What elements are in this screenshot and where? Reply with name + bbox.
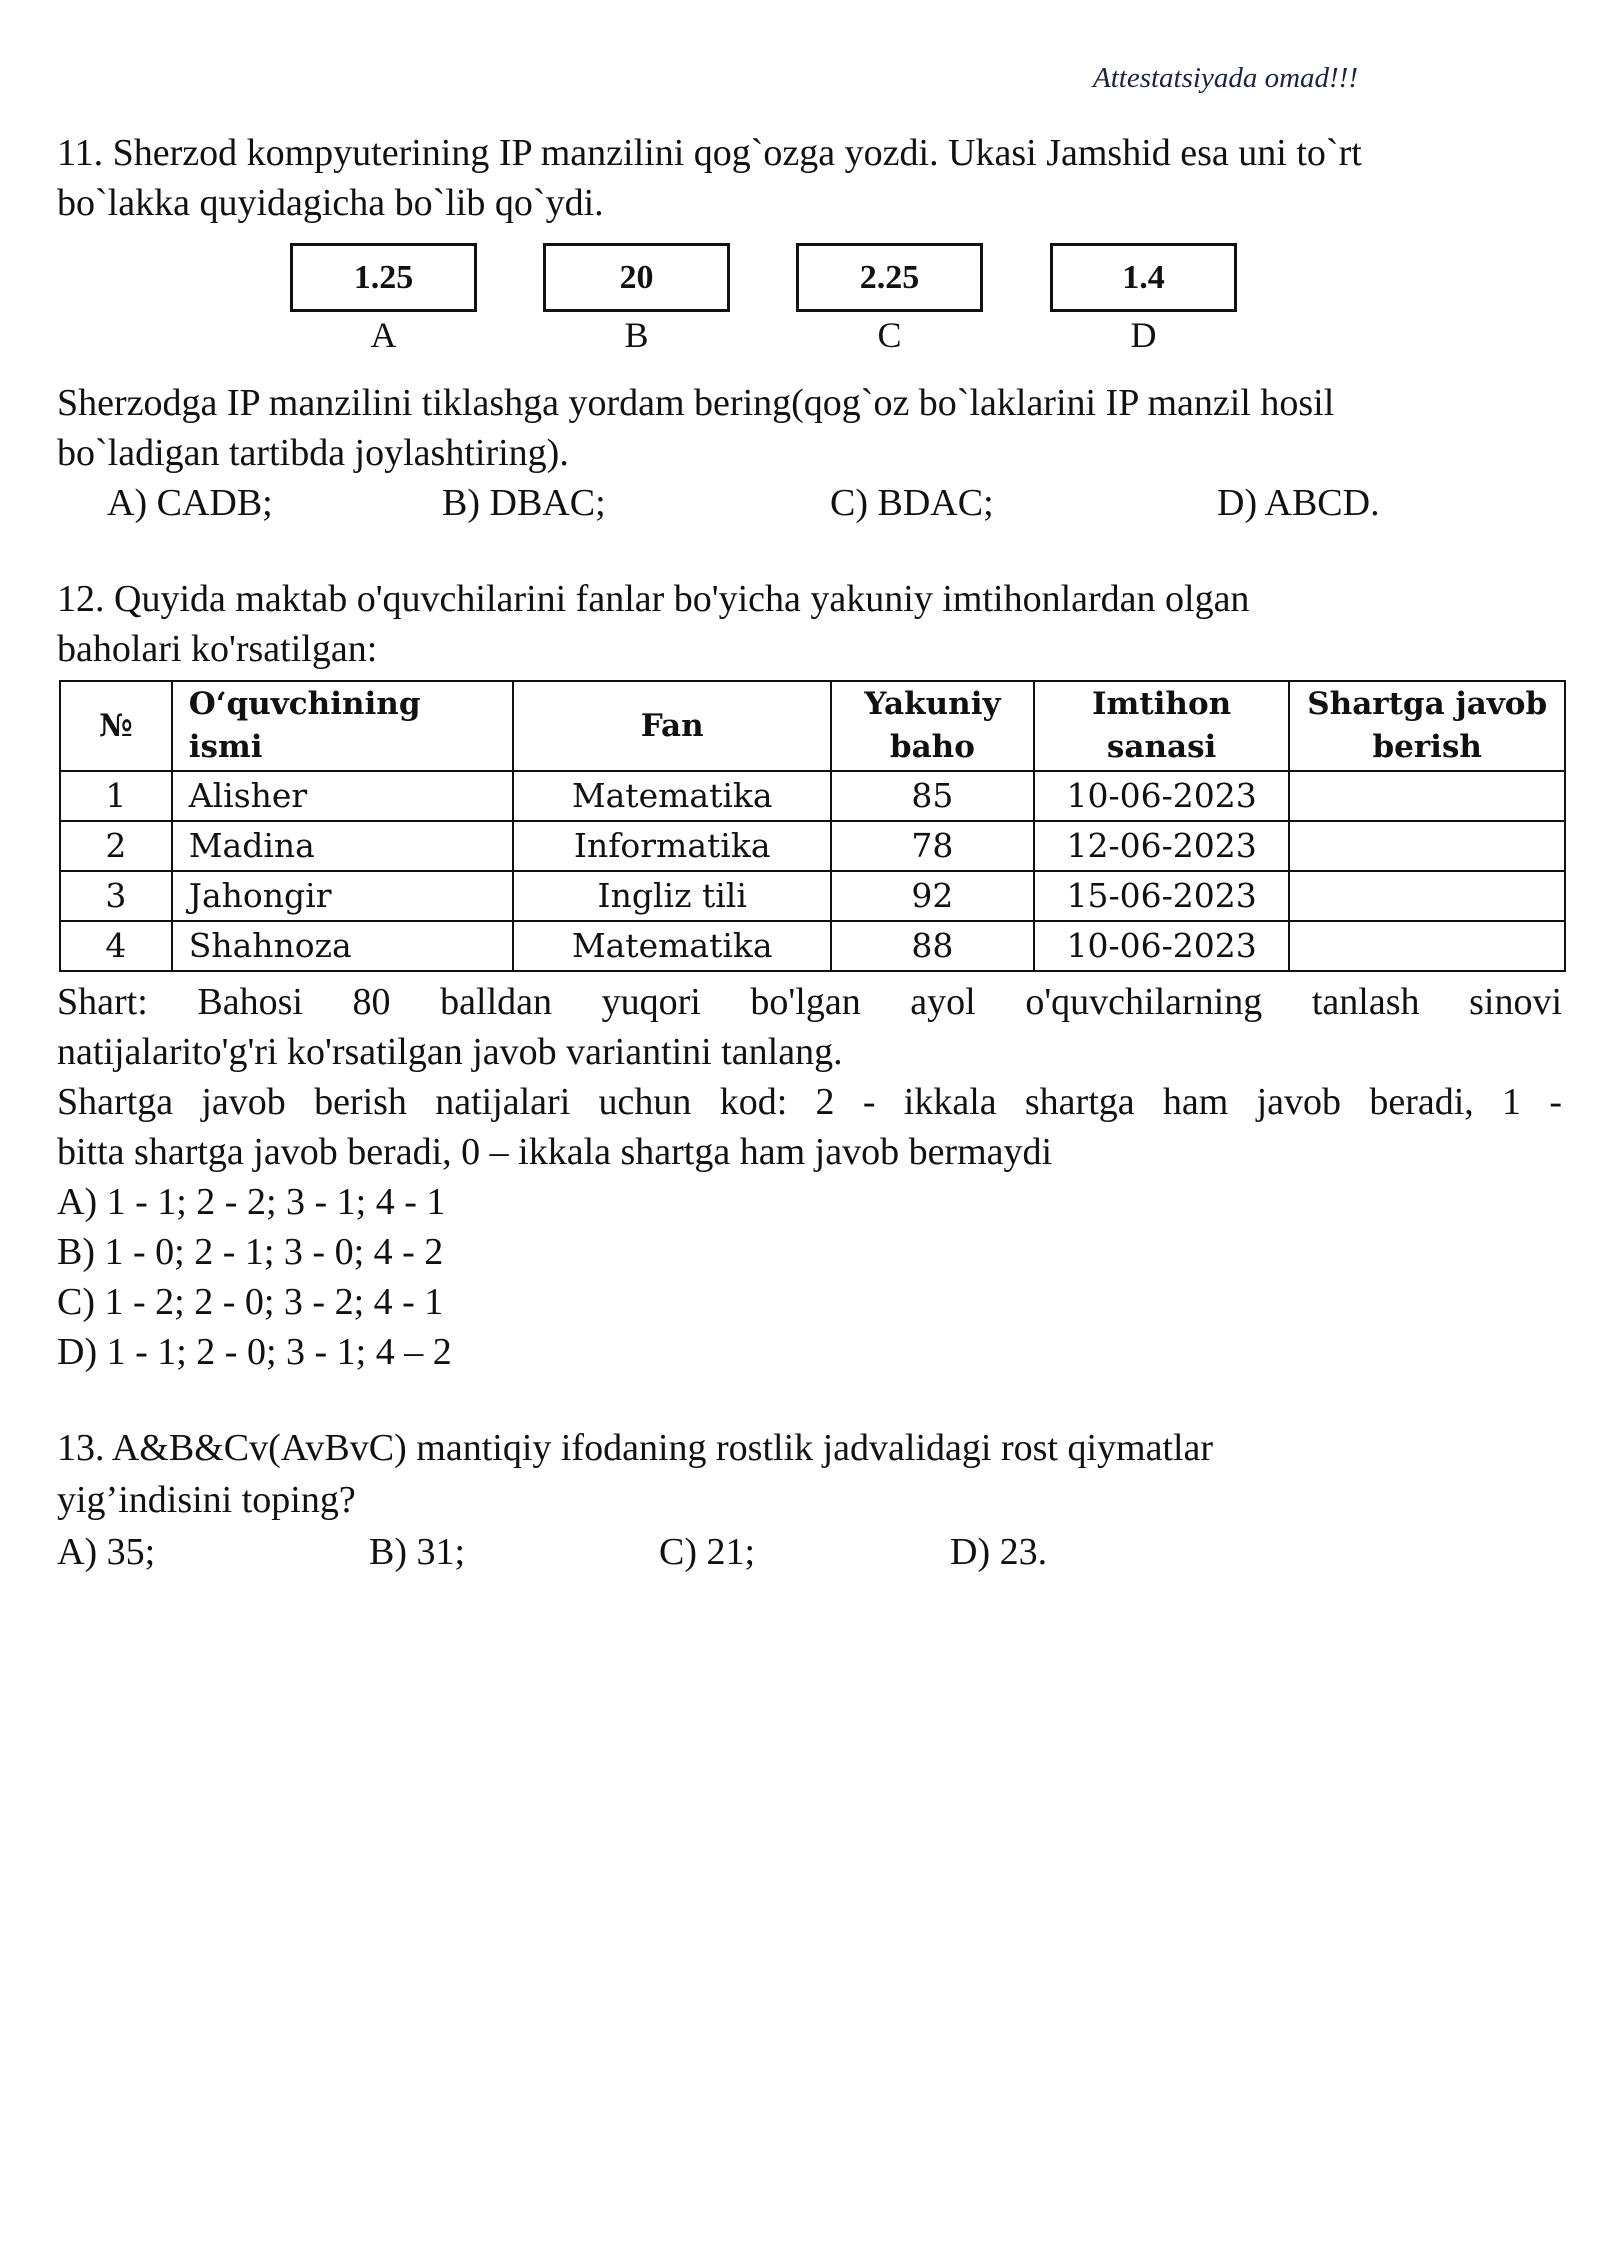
cell-number: 4 xyxy=(60,921,172,971)
question-11-task xyxy=(57,378,1562,528)
question-11-options xyxy=(57,478,1562,528)
header-subject: Fan xyxy=(513,681,831,771)
code-line1: Shartga javob berish natijalari uchun kod: 2 - ikkala shartga ham javob beradi, 1 - xyxy=(57,1081,1562,1123)
cell-date: 15-06-2023 xyxy=(1034,871,1290,921)
option-a[interactable]: A) 35; xyxy=(57,1531,156,1573)
ip-pieces xyxy=(0,243,1600,363)
cell-date: 10-06-2023 xyxy=(1034,771,1290,821)
cell-number: 1 xyxy=(60,771,172,821)
question-11-text-line2: bo`lakka quyidagicha bo`lib qo`ydi. xyxy=(57,182,604,224)
cell-number: 3 xyxy=(60,871,172,921)
cell-name: Jahongir xyxy=(172,871,514,921)
header-student-name: O‘quvchining ismi xyxy=(172,681,514,771)
ip-piece-label: D xyxy=(1130,315,1157,355)
option-c[interactable]: C) BDAC; xyxy=(830,482,994,524)
ip-piece-value: 1.25 xyxy=(290,243,477,312)
header-condition-answer: Shartga javob berish xyxy=(1289,681,1565,771)
question-13-text-line2: yig’indisini toping? xyxy=(57,1479,356,1521)
table-row xyxy=(60,821,1565,871)
grades-table xyxy=(59,680,1566,972)
cell-subject: Ingliz tili xyxy=(513,871,831,921)
option-a[interactable]: A) CADB; xyxy=(107,482,273,524)
header-number: № xyxy=(60,681,172,771)
table-row xyxy=(60,921,1565,971)
question-11 xyxy=(57,128,1562,228)
option-b[interactable]: B) 31; xyxy=(369,1531,466,1573)
cell-grade: 78 xyxy=(831,821,1034,871)
cell-condition xyxy=(1289,821,1565,871)
ip-piece-value: 1.4 xyxy=(1050,243,1237,312)
question-12-option-a[interactable]: A) 1 - 1; 2 - 2; 3 - 1; 4 - 1 xyxy=(57,1181,446,1223)
code-line2: bitta shartga javob beradi, 0 – ikkala shartga ham javob bermaydi xyxy=(57,1131,1053,1173)
cell-name: Alisher xyxy=(172,771,514,821)
cell-grade: 85 xyxy=(831,771,1034,821)
question-12-text-line1: 12. Quyida maktab o'quvchilarini fanlar bo'yicha yakuniy imtihonlardan olgan xyxy=(57,578,1250,620)
question-11-task-line2: bo`ladigan tartibda joylashtiring). xyxy=(57,432,569,474)
option-d[interactable]: D) 23. xyxy=(950,1531,1048,1573)
ip-piece-d xyxy=(1050,243,1237,356)
table-row xyxy=(60,871,1565,921)
question-13-text-line1: 13. A&B&Cv(AvBvC) mantiqiy ifodaning rostlik jadvalidagi rost qiymatlar xyxy=(57,1427,1214,1469)
cell-date: 10-06-2023 xyxy=(1034,921,1290,971)
question-12-condition xyxy=(57,977,1562,1377)
question-12-option-d[interactable]: D) 1 - 1; 2 - 0; 3 - 1; 4 – 2 xyxy=(57,1331,452,1373)
cell-name: Madina xyxy=(172,821,514,871)
ip-piece-value: 2.25 xyxy=(796,243,983,312)
ip-piece-a xyxy=(290,243,477,356)
condition-line2: natijalarito'g'ri ko'rsatilgan javob variantini tanlang. xyxy=(57,1031,843,1073)
cell-grade: 88 xyxy=(831,921,1034,971)
cell-name: Shahnoza xyxy=(172,921,514,971)
cell-condition xyxy=(1289,871,1565,921)
table-header-row xyxy=(60,681,1565,771)
question-11-task-line1: Sherzodga IP manzilini tiklashga yordam bering(qog`oz bo`laklarini IP manzil hosil xyxy=(57,382,1335,424)
cell-condition xyxy=(1289,921,1565,971)
ip-piece-c xyxy=(796,243,983,356)
question-12-option-c[interactable]: C) 1 - 2; 2 - 0; 3 - 2; 4 - 1 xyxy=(57,1281,444,1323)
question-12-text-line2: baholari ko'rsatilgan: xyxy=(57,628,378,670)
option-b[interactable]: B) DBAC; xyxy=(442,482,606,524)
question-12 xyxy=(57,574,1562,674)
cell-number: 2 xyxy=(60,821,172,871)
question-13-options xyxy=(57,1526,1562,1576)
ip-piece-value: 20 xyxy=(543,243,730,312)
cell-grade: 92 xyxy=(831,871,1034,921)
ip-piece-b xyxy=(543,243,730,356)
cell-subject: Informatika xyxy=(513,821,831,871)
ip-piece-label: C xyxy=(877,315,902,355)
option-c[interactable]: C) 21; xyxy=(659,1531,756,1573)
cell-subject: Matematika xyxy=(513,771,831,821)
question-12-option-b[interactable]: B) 1 - 0; 2 - 1; 3 - 0; 4 - 2 xyxy=(57,1231,444,1273)
question-11-text-line1: 11. Sherzod kompyuterining IP manzilini qog`ozga yozdi. Ukasi Jamshid esa uni to`rt xyxy=(57,132,1362,174)
cell-subject: Matematika xyxy=(513,921,831,971)
header-final-grade: Yakuniy baho xyxy=(831,681,1034,771)
question-13 xyxy=(57,1422,1562,1576)
ip-piece-label: B xyxy=(624,315,649,355)
header-exam-date: Imtihon sanasi xyxy=(1034,681,1290,771)
option-d[interactable]: D) ABCD. xyxy=(1217,482,1380,524)
ip-piece-label: A xyxy=(370,315,397,355)
cell-date: 12-06-2023 xyxy=(1034,821,1290,871)
condition-line1: Shart: Bahosi 80 balldan yuqori bo'lgan ayol o'quvchilarning tanlash sinovi xyxy=(57,981,1562,1023)
page-header: Attestatsiyada omad!!! xyxy=(1093,62,1358,94)
cell-condition xyxy=(1289,771,1565,821)
table-row xyxy=(60,771,1565,821)
